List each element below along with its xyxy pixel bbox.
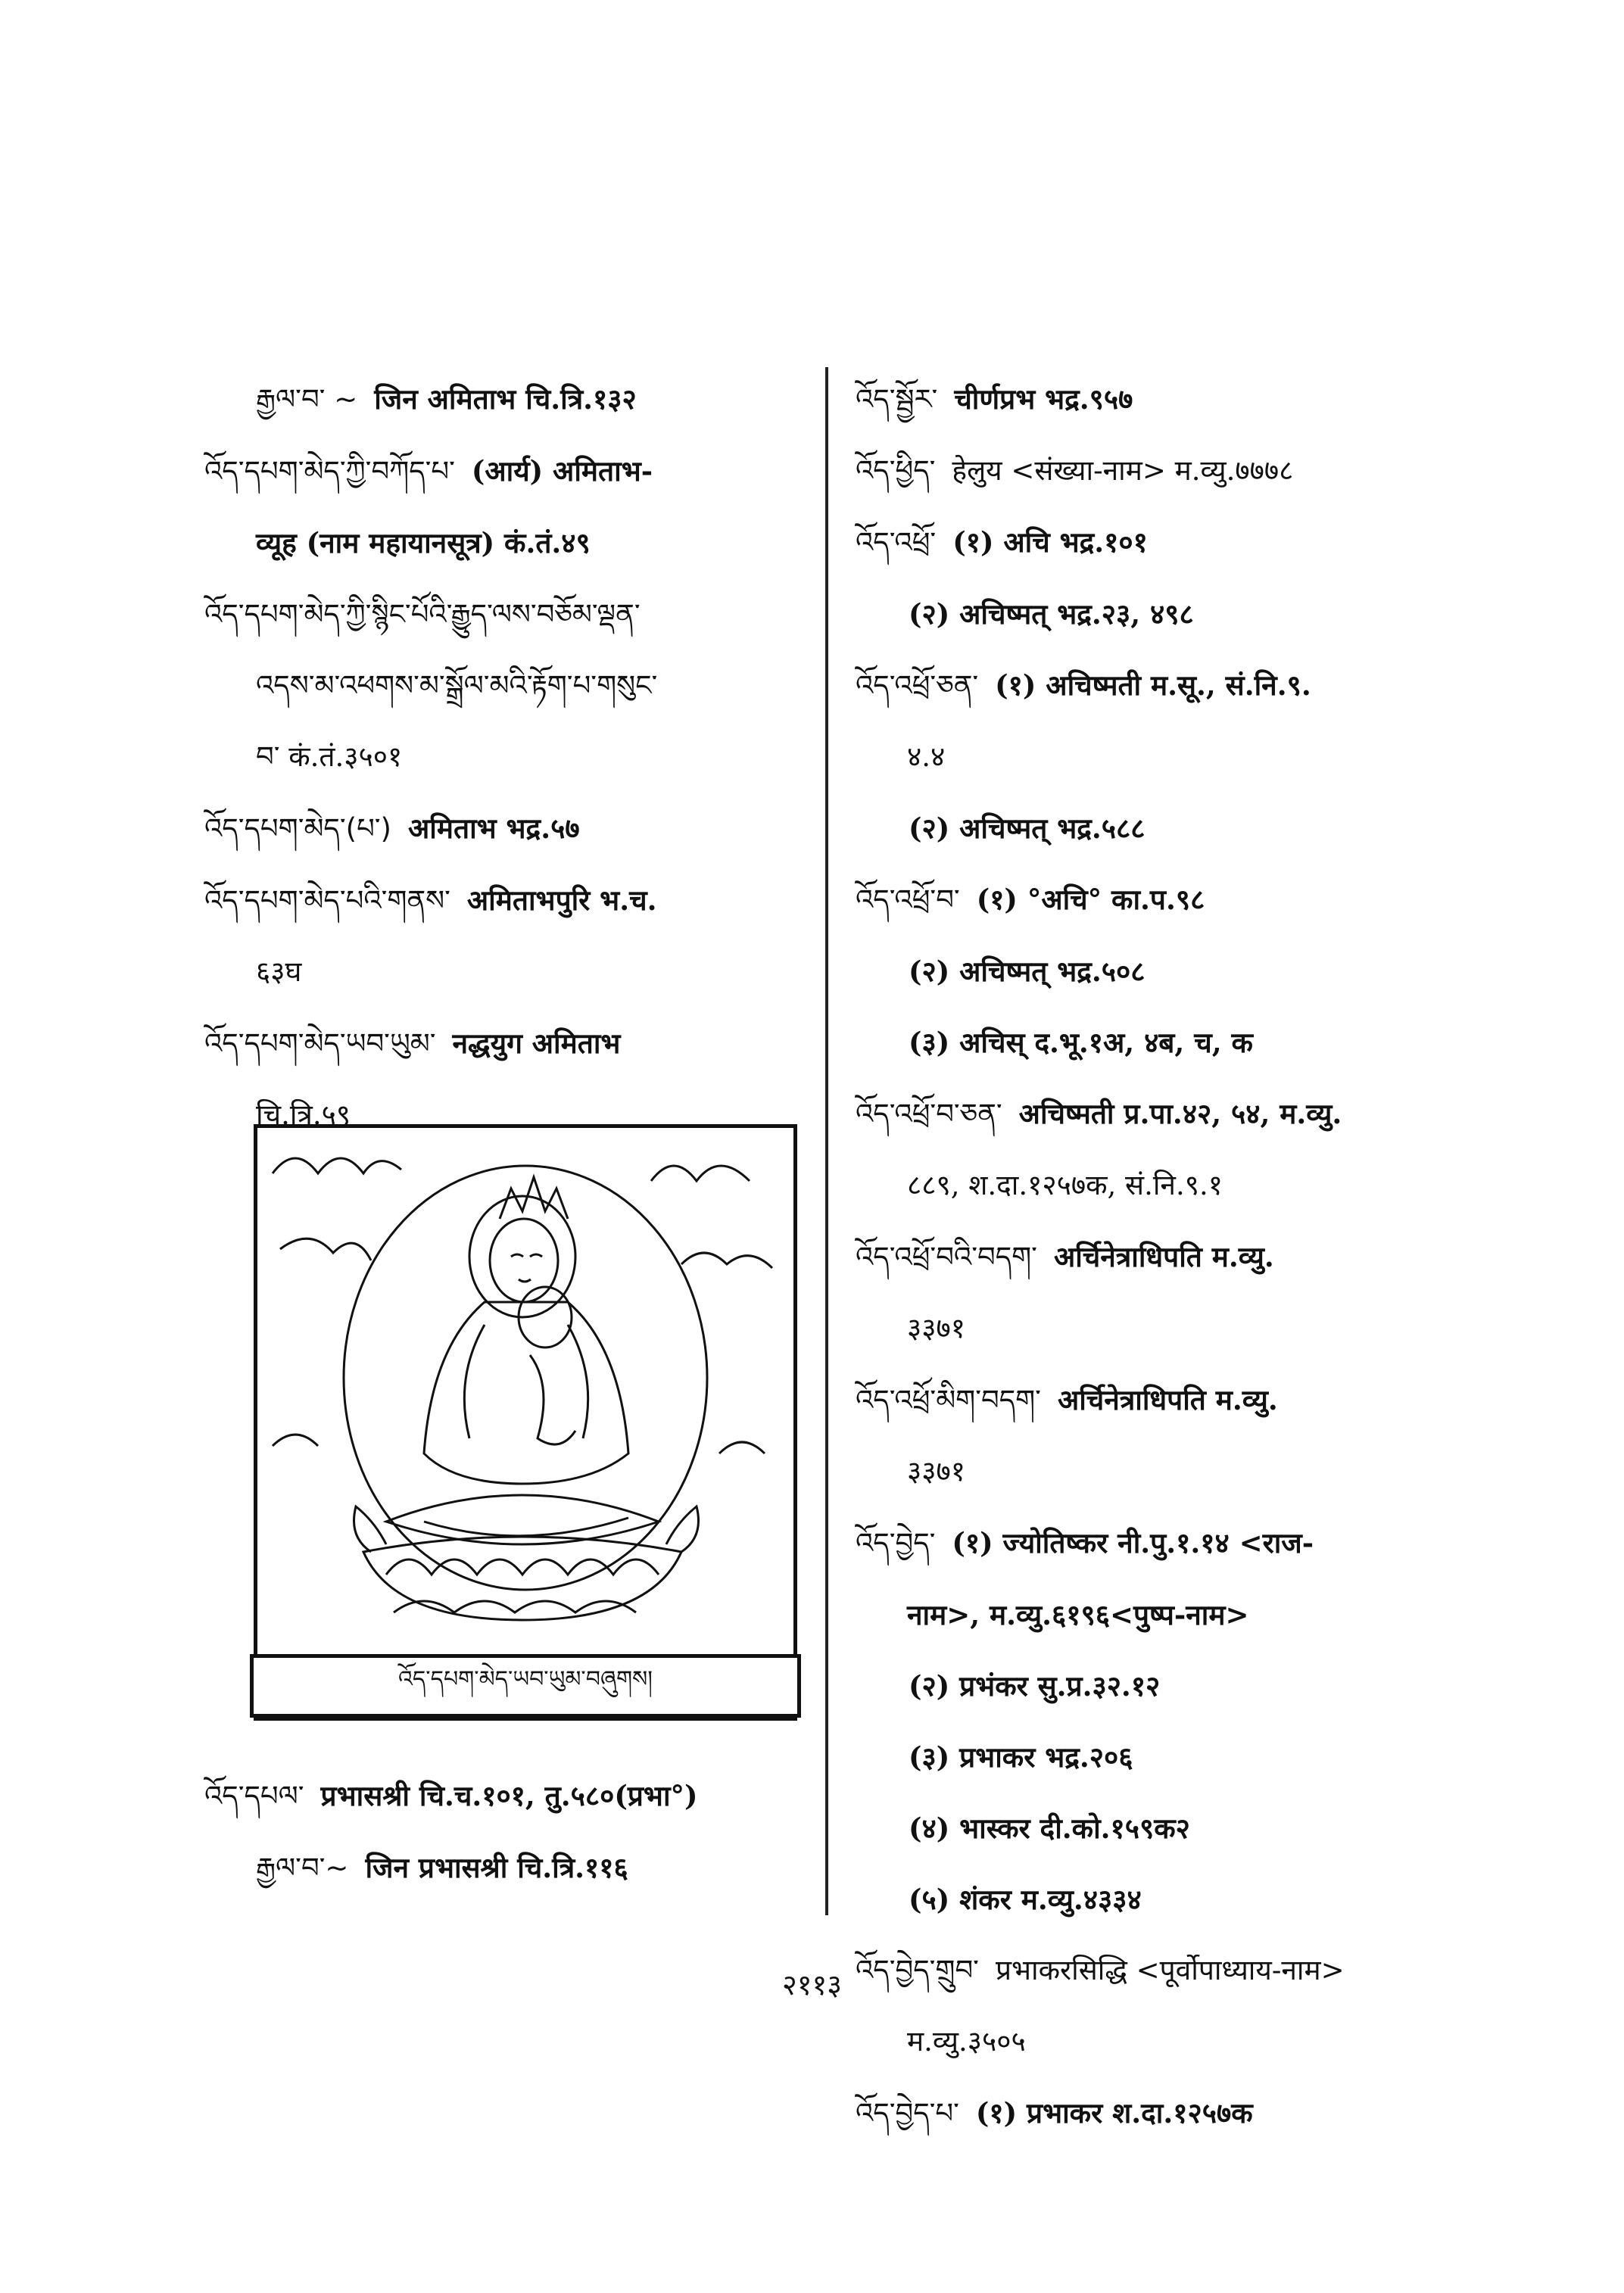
sub-sense: (४) भास्कर दी.को.१५९क२	[909, 1812, 1190, 1845]
entry	[856, 2077, 1484, 2149]
tibetan-headword: རྒྱལ་བ་~	[256, 1852, 349, 1884]
tibetan-continuation: འདས་མ་འཕགས་མ་སྒྲོལ་མའི་རྟོག་པ་གསུང་	[256, 669, 658, 702]
entry	[204, 1832, 818, 1904]
tibetan-headword: འོད་བྱེད་པ་	[856, 2097, 959, 2129]
entry	[856, 1078, 1484, 1221]
page-number: २११३	[781, 1968, 843, 2002]
sanskrit-gloss: प्रभाकरसिद्धि <पूर्वोपाध्याय-नाम>	[995, 1954, 1345, 1986]
sanskrit-gloss: अर्चिनेत्राधिपति म.व्यु.	[1053, 1240, 1274, 1273]
sanskrit-gloss: (१) अचिष्मती म.सू., सं.नि.९.	[995, 668, 1311, 702]
entry	[856, 650, 1484, 864]
right-column	[856, 363, 1484, 2149]
tibetan-headword: འོད་དཔག་མེད་(པ་)	[204, 812, 391, 845]
tibetan-headword: འོད་དཔལ་	[204, 1780, 304, 1812]
entry	[856, 1364, 1484, 1507]
tibetan-headword: འོད་དཔག་མེད་པའི་གནས་	[204, 884, 450, 917]
entry	[856, 506, 1484, 650]
sanskrit-gloss: (१) प्रभाकर श.दा.१२५७क	[975, 2096, 1253, 2129]
entry-continuation: ८८९, श.दा.१२५७क, सं.नि.९.१	[907, 1169, 1223, 1201]
sanskrit-gloss: हेलुय <संख्या-नाम> म.व्यु.७७७८	[952, 454, 1294, 487]
tibetan-headword: འོད་འཕྲོ་མིག་བདག་	[856, 1384, 1041, 1416]
entry	[204, 435, 818, 578]
sub-sense: (२) प्रभंकर सु.प्र.३२.१२	[909, 1669, 1161, 1703]
tibetan-headword: འོད་བྱེད་	[856, 1527, 936, 1559]
sanskrit-gloss: अचिष्मती प्र.पा.४२, ५४, म.व्यु.	[1018, 1097, 1342, 1130]
tibetan-headword: འོད་འཕྲོ་བ་ཅན་	[856, 1098, 1002, 1130]
sanskrit-gloss: प्रभासश्री चि.च.१०१, तु.५८०(प्रभा°)	[320, 1779, 698, 1812]
entry	[856, 1507, 1484, 1935]
entry-continuation: व्यूह (नाम महायानसूत्र) कं.तं.४९	[256, 526, 591, 559]
left-column	[204, 363, 818, 1151]
sanskrit-gloss: अर्चिनेत्राधिपति म.व्यु.	[1057, 1383, 1278, 1416]
sanskrit-gloss: (१) ज्योतिष्कर नी.पु.१.१४ <राज-	[952, 1526, 1314, 1559]
entry-continuation: བ་ कं.तं.३५०१	[256, 740, 403, 773]
entry	[204, 578, 818, 793]
tibetan-headword: འོད་དཔག་མེད་ཀྱི་སྙིང་པོའི་རྒྱུད་ལས་བཅོམ་ལྡན་	[204, 598, 641, 631]
entry-continuation: ३३७१	[907, 1312, 965, 1344]
sanskrit-gloss: जिन अमिताभ चि.त्रि.१३२	[374, 382, 637, 416]
tibetan-headword: འོད་འཕྲོ་	[856, 526, 937, 559]
entry	[204, 865, 818, 1008]
tibetan-headword: རྒྱལ་བ་ ~	[256, 383, 358, 416]
left-column-bottom	[204, 1760, 818, 1904]
entry-continuation: ३३७१	[907, 1455, 965, 1488]
entry	[856, 864, 1484, 1078]
sanskrit-gloss: (१) °अचि° का.प.९८	[976, 883, 1205, 916]
tibetan-headword: འོད་དཔག་མེད་ཀྱི་བཀོད་པ་	[204, 455, 455, 488]
tibetan-headword: འོད་འཕྲོ་བའི་བདག་	[856, 1241, 1037, 1273]
deity-yab-yum-icon	[257, 1128, 793, 1658]
tibetan-headword: འོད་དཔག་མེད་ཡབ་ཡུམ་	[204, 1027, 436, 1060]
sanskrit-gloss: नद्धयुग अमिताभ	[452, 1027, 621, 1060]
tibetan-headword: འོད་སྦྱོར་	[856, 383, 938, 416]
entry	[856, 1935, 1484, 2077]
sanskrit-gloss: (१) अचि भद्र.१०१	[952, 525, 1148, 559]
tibetan-headword: འོད་བྱེད་གྲུབ་	[856, 1954, 979, 1986]
sanskrit-gloss: अमिताभ भद्र.५७	[408, 812, 580, 845]
sanskrit-gloss: जिन प्रभासश्री चि.त्रि.११६	[365, 1851, 628, 1884]
sub-sense: (५) शंकर म.व्यु.४३३४	[909, 1883, 1142, 1916]
illustration-frame	[254, 1124, 797, 1721]
sub-sense: (३) प्रभाकर भद्र.२०६	[909, 1740, 1133, 1774]
entry	[856, 435, 1484, 506]
sanskrit-gloss: अमिताभपुरि भ.च.	[466, 883, 657, 917]
sub-sense: (२) अचिष्मत् भद्र.५८८	[909, 812, 1146, 845]
entry-continuation: नाम>, म.व्यु.६१९६<पुष्प-नाम>	[907, 1598, 1249, 1631]
entry	[204, 793, 818, 865]
tibetan-headword: འོད་འཕྲོ་ཅན་	[856, 669, 979, 702]
entry	[204, 363, 818, 435]
sanskrit-gloss: (आर्य) अमिताभ-	[471, 454, 653, 488]
entry-continuation: म.व्यु.३५०५	[907, 2025, 1026, 2058]
sub-sense: (२) अचिष्मत् भद्र.५०८	[909, 955, 1146, 988]
sub-sense: (२) अचिष्मत् भद्र.२३, ४९८	[909, 597, 1194, 631]
entry	[856, 363, 1484, 435]
entry-continuation: ४.४	[907, 740, 946, 773]
caption-text: འོད་དཔག་མེད་ཡབ་ཡུམ་བཞུགས།	[398, 1666, 653, 1693]
entry	[204, 1760, 818, 1832]
entry-continuation: चि.त्रि.५९	[256, 1098, 351, 1131]
entry-continuation: ६३घ	[256, 955, 302, 988]
sanskrit-gloss: चीर्णप्रभ भद्र.९५७	[954, 382, 1133, 416]
entry	[856, 1221, 1484, 1364]
tibetan-headword: འོད་ཕྱིད་	[856, 454, 936, 487]
sub-sense: (३) अचिस् द.भू.१अ, ४ब, च, क	[909, 1026, 1253, 1059]
illustration-caption	[250, 1654, 801, 1718]
column-divider	[825, 367, 828, 1915]
tibetan-headword: འོད་འཕྲོ་བ་	[856, 883, 960, 916]
